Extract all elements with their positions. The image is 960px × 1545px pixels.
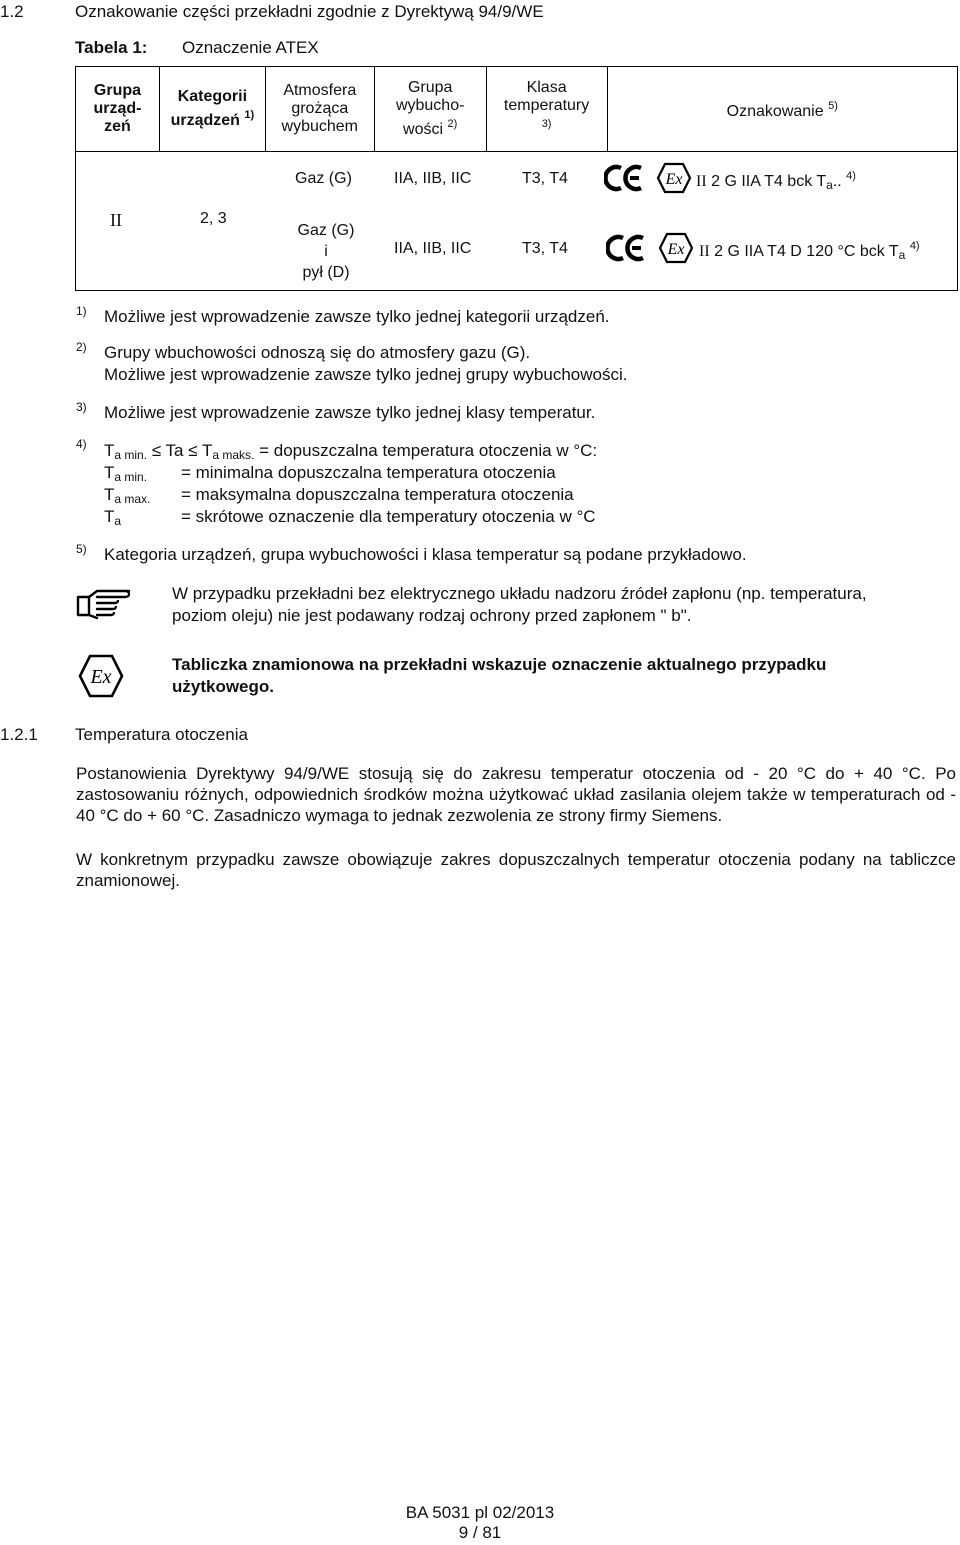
- pointing-hand-icon: [75, 585, 133, 621]
- footnote-4-def-max: $T_{a max.}$: [104, 485, 151, 506]
- footnote-2-line1: Grupy wbuchowości odnoszą się do atmosfery gazu (G).: [104, 343, 531, 362]
- note-hand-line2: poziom oleju) nie jest podawany rodzaj ochrony przed zapłonem " b".: [172, 606, 692, 625]
- ex-hexagon-icon: [658, 232, 694, 264]
- footnote-3-num: 3): [76, 400, 87, 414]
- header-oznakowanie: Oznakowanie $^{5)}$: [607, 67, 957, 152]
- footnote-4-num: 4): [76, 437, 87, 451]
- ex-hexagon-icon: [78, 654, 124, 698]
- cell-wybuchowosci-2: IIA, IIB, IIC: [394, 240, 472, 257]
- cell-atmosfera-1: Gaz (G): [295, 170, 352, 187]
- footnote-1-num: 1): [76, 304, 87, 318]
- table-caption: Oznaczenie ATEX: [182, 38, 319, 57]
- table-header-row: [76, 67, 958, 152]
- cell-grupa: II: [110, 210, 122, 230]
- footnote-4-def-max-desc: = maksymalna dopuszczalna temperatura otoczenia: [181, 485, 574, 504]
- svg-text:Ex: Ex: [665, 171, 683, 188]
- note-ex-line1: Tabliczka znamionowa na przekładni wskazuje oznaczenie aktualnego przypadku: [172, 655, 827, 674]
- header-wybuchowosci: Grupa wybucho- wości $^{2)}$: [374, 67, 486, 152]
- footnote-4-def-ta: $T_a$: [104, 507, 122, 528]
- footnote-3: Możliwe jest wprowadzenie zawsze tylko jednej klasy temperatur.: [104, 403, 596, 422]
- footnote-4-def-min-desc: = minimalna dopuszczalna temperatura otoczenia: [181, 463, 556, 482]
- subsection-number: 1.2.1: [0, 725, 38, 744]
- header-kategorii: Kategorii urządzeń $^{1)}$: [159, 67, 265, 152]
- cell-klasa-1: T3, T4: [522, 170, 568, 187]
- footnote-5: Kategoria urządzeń, grupa wybuchowości i klasa temperatur są podane przykładowo.: [104, 545, 747, 564]
- footnote-5-num: 5): [76, 542, 87, 556]
- table-label: Tabela 1:: [75, 38, 148, 57]
- note-ex-line2: użytkowego.: [172, 677, 275, 696]
- atex-table: [75, 66, 958, 291]
- body-paragraph-2: W konkretnym przypadku zawsze obowiązuje zakres dopuszczalnych temperatur otoczenia podany na tabliczce znamionowej.: [76, 850, 956, 890]
- subsection-title: Temperatura otoczenia: [75, 725, 248, 744]
- ce-mark-icon: [604, 164, 644, 192]
- svg-text:Ex: Ex: [90, 666, 112, 688]
- cell-wybuchowosci-1: IIA, IIB, IIC: [394, 170, 472, 187]
- footnote-2-num: 2): [76, 340, 87, 354]
- footnote-4-def-min: $T_{a min.}$: [104, 463, 148, 484]
- section-title: Oznakowanie części przekładni zgodnie z Dyrektywą 94/9/WE: [75, 2, 544, 21]
- svg-text:Ex: Ex: [667, 241, 685, 258]
- table-body: [76, 152, 958, 291]
- footer-page-number: 9 / 81: [458, 1523, 502, 1542]
- ce-mark-icon: [606, 234, 646, 262]
- section-number: 1.2: [0, 2, 24, 21]
- header-atmosfera: Atmosfera grożąca wybuchem: [265, 67, 374, 152]
- cell-atmosfera-2: Gaz (G) i pył (D): [297, 222, 355, 281]
- footnote-4-def-ta-desc: = skrótowe oznaczenie dla temperatury otoczenia w °C: [181, 507, 596, 526]
- note-hand-line1: W przypadku przekładni bez elektrycznego układu nadzoru źródeł zapłonu (np. temperatura,: [172, 584, 867, 603]
- marking-1: II 2 G IIA T4 bck $T_a$.. $^{4)}$: [696, 170, 856, 192]
- footnote-4-line1: $T_{a min.} \le Ta \le T_{a maks.}$ = dopuszczalna temperatura otoczenia w °C:: [104, 441, 598, 462]
- body-paragraph-1: Postanowienia Dyrektywy 94/9/WE stosują się do zakresu temperatur otoczenia od - 20 °C do + 40 °C. Po zastosowaniu różnych, odpowiednich środków można użytkować układ zasilania olejem także w temperaturach od - 40 °C do + 60 °C. Zasadniczo wymaga to jednak zezwolenia ze strony firmy Siemens.: [76, 764, 956, 825]
- marking-2: II 2 G IIA T4 D 120 °C bck $T_a$ $^{4)}$: [699, 240, 920, 262]
- footer-doc-id: BA 5031 pl 02/2013: [405, 1503, 555, 1522]
- ex-hexagon-icon: [656, 162, 692, 194]
- header-klasa: Klasa temperatury $^{3)}$: [486, 67, 607, 152]
- table-body-row: [76, 152, 958, 291]
- header-grupa: Grupa urząd- zeń: [76, 67, 160, 152]
- cell-klasa-2: T3, T4: [522, 240, 568, 257]
- cell-kategorii: 2, 3: [200, 210, 227, 227]
- footnote-2-line2: Możliwe jest wprowadzenie zawsze tylko jednej grupy wybuchowości.: [104, 365, 628, 384]
- footnote-1: Możliwe jest wprowadzenie zawsze tylko jednej kategorii urządzeń.: [104, 307, 610, 326]
